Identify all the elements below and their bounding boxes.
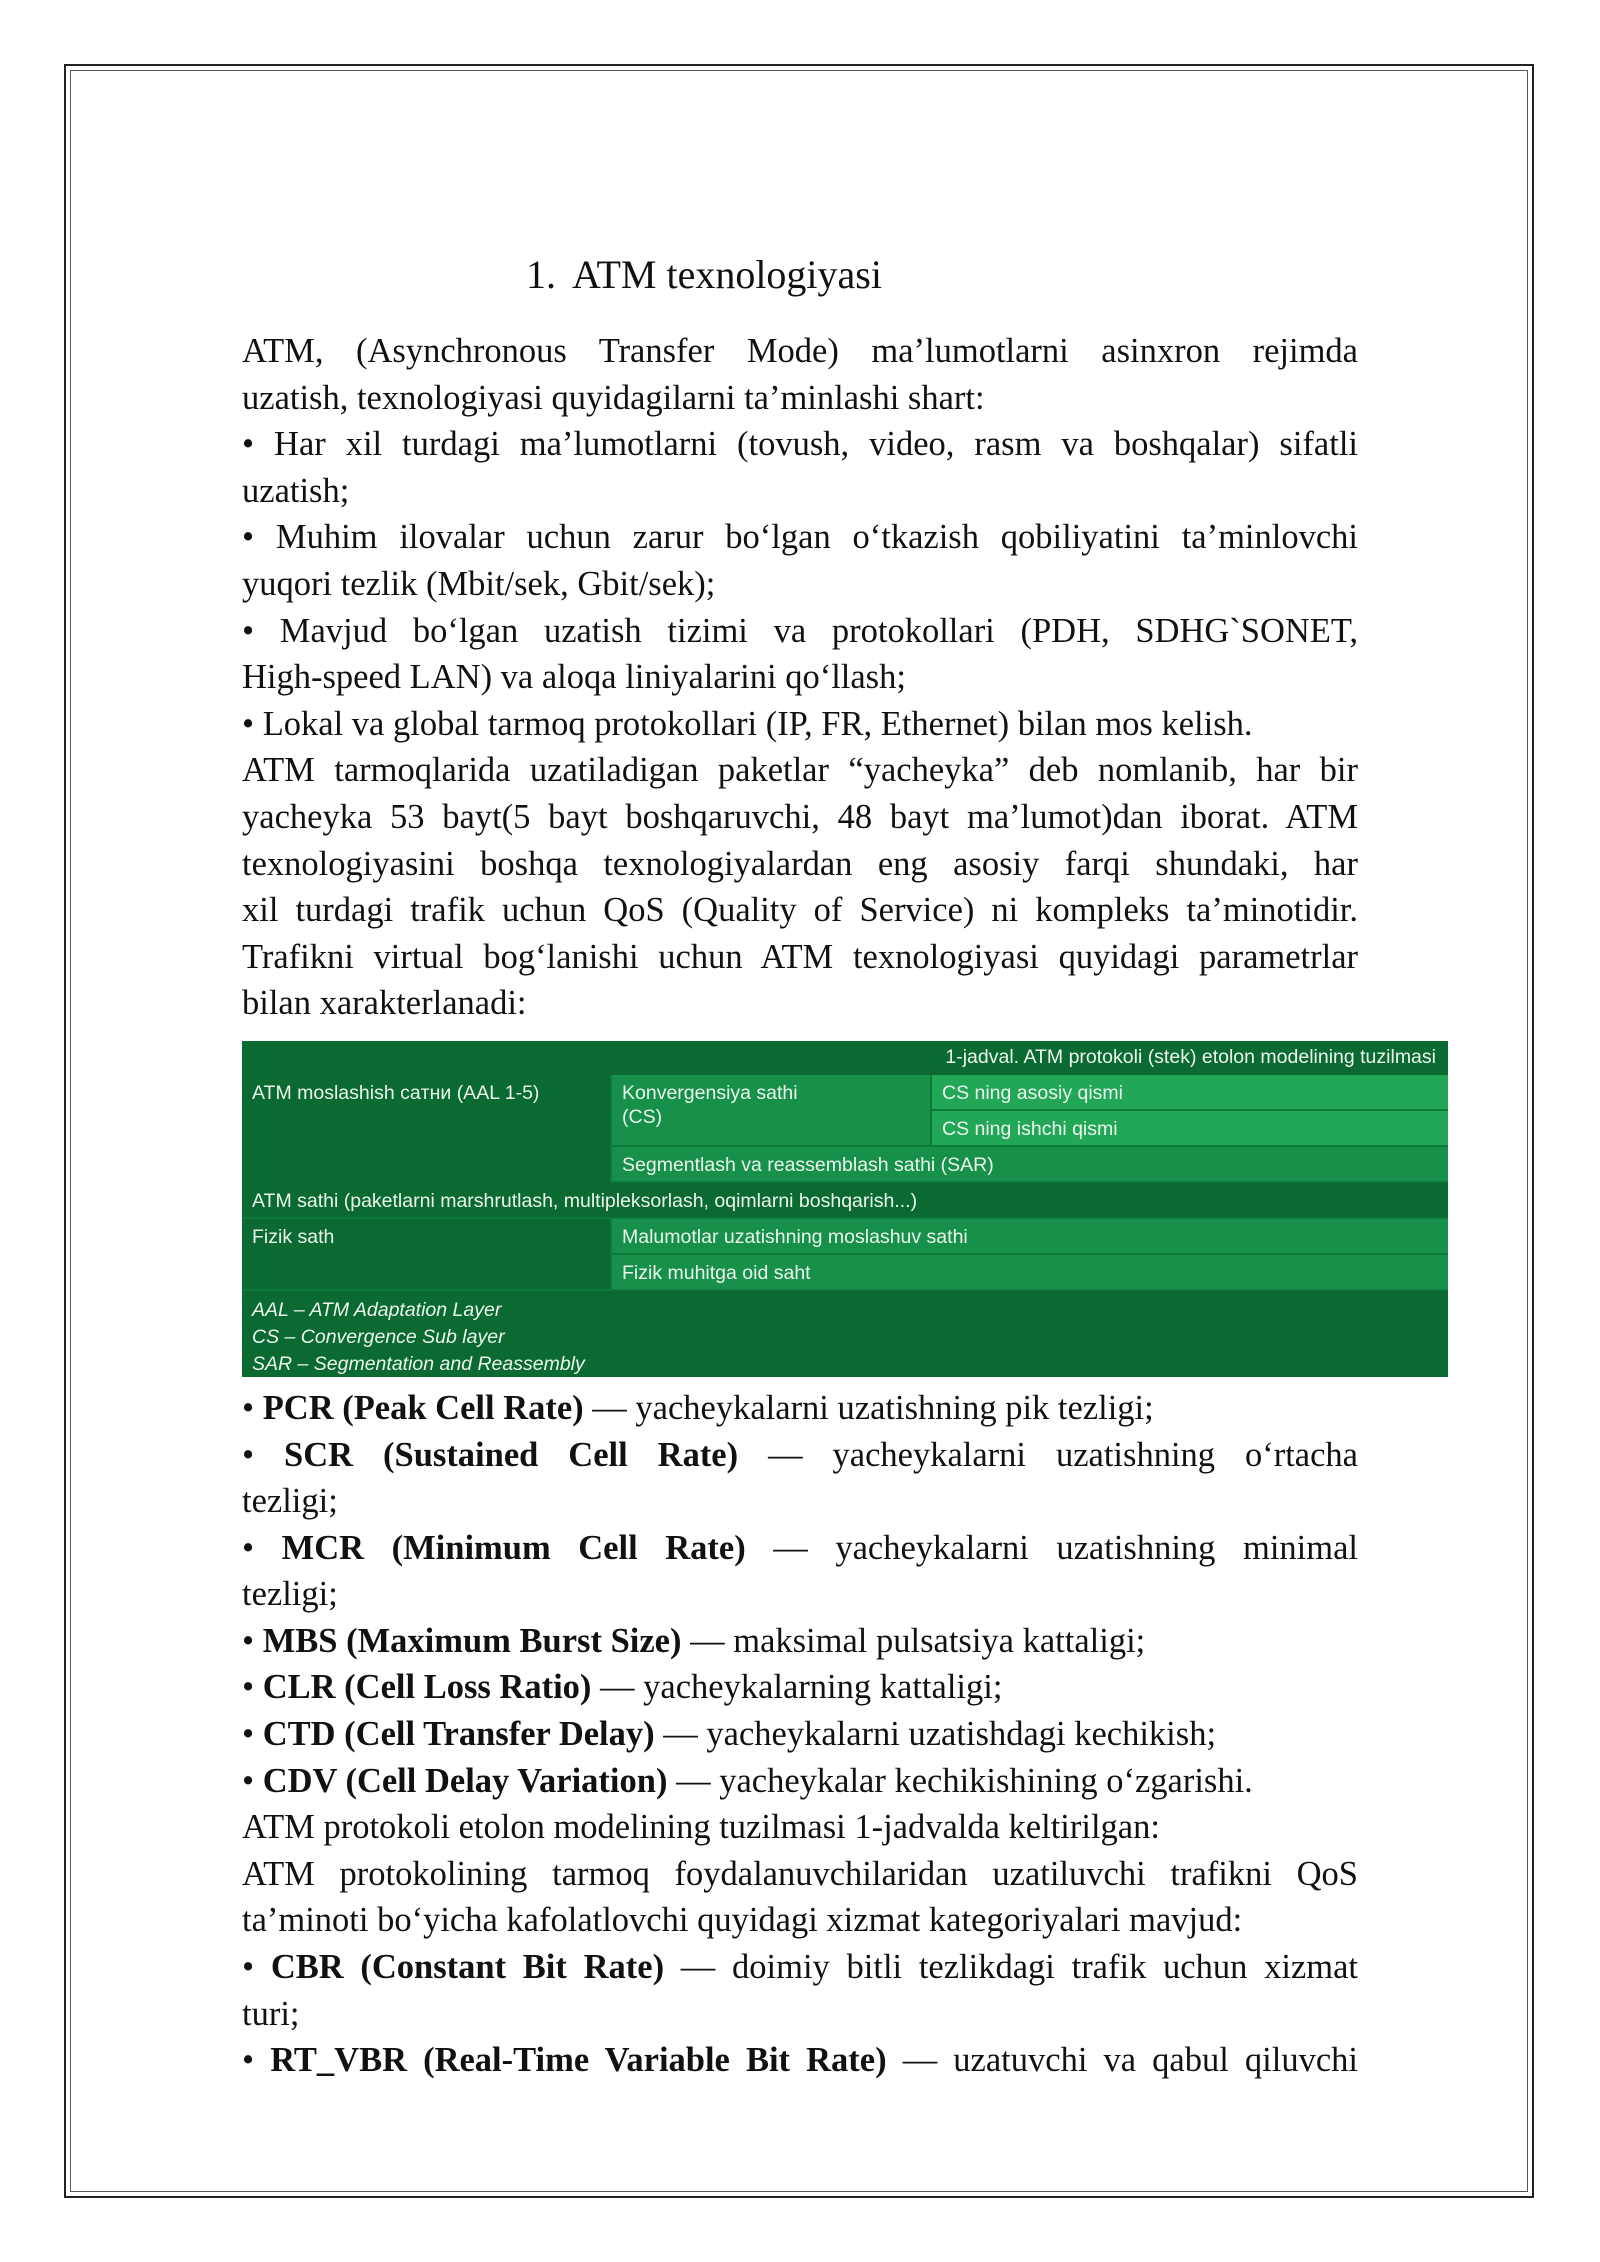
text-line: Trafikni virtual bog‘lanishi uchun ATM texnologiyasi quyidagi parametrlar: [242, 937, 1358, 976]
list-item-continuation: tezligi;: [242, 1575, 338, 1614]
text-line: • Mavjud bo‘lgan uzatish tizimi va protokollari (PDH, SDHG`SONET,: [242, 611, 1358, 650]
table-legend: [242, 1291, 1448, 1377]
cs-layer-cell: [612, 1075, 930, 1145]
text-line: texnologiyasini boshqa texnologiyalardan eng asosiy farqi shundaki, har: [242, 844, 1358, 883]
param-term: CTD (Cell Transfer Delay): [262, 1715, 655, 1754]
text-line: uzatish;: [242, 471, 350, 510]
param-desc: — yacheykalarni uzatishdagi kechikish;: [654, 1715, 1217, 1754]
sar-layer-cell: Segmentlash va reassemblash sathi (SAR): [612, 1147, 1448, 1181]
text-line: ATM tarmoqlarida uzatiladigan paketlar “yacheyka” deb nomlanib, har bir: [242, 751, 1358, 790]
list-item: • RT_VBR (Real-Time Variable Bit Rate) — uzatuvchi va qabul qiluvchi: [242, 2041, 1358, 2080]
text-line: xil turdagi trafik uchun QoS (Quality of Service) ni kompleks ta’minotidir.: [242, 891, 1358, 930]
list-item: • PCR (Peak Cell Rate) — yacheykalarni uzatishning pik tezligi;: [242, 1388, 1154, 1427]
list-item: • MCR (Minimum Cell Rate) — yacheykalarni uzatishning minimal: [242, 1528, 1358, 1567]
section-number: 1.: [526, 252, 556, 297]
table-caption: 1-jadval. ATM protokoli (stek) etolon modelining tuzilmasi: [242, 1041, 1448, 1075]
param-desc: — yacheykalarni uzatishning o‘rtacha: [738, 1435, 1358, 1474]
text-line: • Muhim ilovalar uchun zarur bo‘lgan o‘tkazish qobiliyatini ta’minlovchi: [242, 518, 1358, 557]
cs-label-abbr: (CS): [622, 1105, 663, 1128]
cs-main-part-cell: CS ning asosiy qismi: [932, 1075, 1448, 1109]
text-line: bilan xarakterlanadi:: [242, 984, 527, 1023]
text-line: ATM, (Asynchronous Transfer Mode) ma’lumotlarni asinxron rejimda: [242, 332, 1358, 370]
aal-layer-cell: ATM moslashish caтни (AAL 1-5): [242, 1075, 610, 1217]
intro-paragraph: [242, 328, 1358, 1027]
physical-medium-cell: Fizik muhitga oid saht: [612, 1255, 1448, 1289]
services-paragraph: [242, 1804, 1358, 2084]
param-desc: — yacheykalarni uzatishning minimal: [745, 1528, 1358, 1567]
service-term: RT_VBR (Real-Time Variable Bit Rate): [270, 2041, 887, 2080]
parameters-list: [242, 1385, 1358, 1804]
param-term: MBS (Maximum Burst Size): [262, 1621, 682, 1660]
param-term: PCR (Peak Cell Rate): [262, 1388, 584, 1427]
text-line: ATM protokoli etolon modelining tuzilmasi 1-jadvalda keltirilgan:: [242, 1808, 1160, 1847]
param-term: SCR (Sustained Cell Rate): [284, 1435, 739, 1474]
text-line: High-speed LAN) va aloqa liniyalarini qo‘llash;: [242, 658, 906, 697]
list-item: • CTD (Cell Transfer Delay) — yacheykalarni uzatishdagi kechikish;: [242, 1715, 1217, 1754]
text-line: • Har xil turdagi ma’lumotlarni (tovush, video, rasm va boshqalar) sifatli: [242, 425, 1358, 464]
param-desc: — yacheykalarning kattaligi;: [591, 1668, 1003, 1707]
text-line: ta’minoti bo‘yicha kafolatlovchi quyidagi xizmat kategoriyalari mavjud:: [242, 1901, 1243, 1940]
list-item: • CBR (Constant Bit Rate) — doimiy bitli tezlikdagi trafik uchun xizmat: [242, 1948, 1358, 1987]
list-item: • SCR (Sustained Cell Rate) — yacheykalarni uzatishning o‘rtacha: [242, 1435, 1358, 1474]
atm-layer-cell: ATM sathi (paketlarni marshrutlash, multipleksorlash, oqimlarni boshqarish...): [242, 1183, 1448, 1217]
section-title-text: ATM texnologiyasi: [572, 252, 882, 297]
param-desc: — yacheykalar kechikishining o‘zgarishi.: [667, 1761, 1253, 1800]
cs-label-line: Konvergensiya sathi: [622, 1081, 798, 1104]
physical-layer-cell: Fizik sath: [242, 1219, 610, 1289]
atm-protocol-table-image: [242, 1041, 1448, 1377]
document-body: [242, 248, 1436, 2084]
legend-aal: AAL – ATM Adaptation Layer: [252, 1298, 502, 1321]
text-line: yuqori tezlik (Mbit/sek, Gbit/sek);: [242, 564, 716, 603]
list-item-continuation: turi;: [242, 1994, 300, 2033]
text-line: ATM protokolining tarmoq foydalanuvchilaridan uzatiluvchi trafikni QoS: [242, 1854, 1358, 1893]
text-line: • Lokal va global tarmoq protokollari (IP, FR, Ethernet) bilan mos kelish.: [242, 704, 1253, 743]
param-term: MCR (Minimum Cell Rate): [281, 1528, 746, 1567]
legend-sar: SAR – Segmentation and Reassembly: [252, 1352, 585, 1375]
param-desc: — yacheykalarni uzatishning pik tezligi;: [583, 1388, 1154, 1427]
service-desc: — uzatuvchi va qabul qiluvchi: [886, 2041, 1358, 2080]
param-term: CLR (Cell Loss Ratio): [262, 1668, 592, 1707]
list-item: • CLR (Cell Loss Ratio) — yacheykalarning kattaligi;: [242, 1668, 1003, 1707]
service-term: CBR (Constant Bit Rate): [270, 1948, 665, 1987]
list-item-continuation: tezligi;: [242, 1482, 338, 1521]
service-desc: — doimiy bitli tezlikdagi trafik uchun xizmat: [664, 1948, 1358, 1987]
text-line: uzatish, texnologiyasi quyidagilarni ta’minlashi shart:: [242, 378, 985, 417]
param-term: CDV (Cell Delay Variation): [262, 1761, 668, 1800]
param-desc: — maksimal pulsatsiya kattaligi;: [681, 1621, 1146, 1660]
legend-cs: CS – Convergence Sub layer: [252, 1325, 505, 1348]
list-item: • MBS (Maximum Burst Size) — maksimal pulsatsiya kattaligi;: [242, 1621, 1146, 1660]
text-line: yacheyka 53 bayt(5 bayt boshqaruvchi, 48 bayt ma’lumot)dan iborat. ATM: [242, 797, 1358, 836]
list-item: • CDV (Cell Delay Variation) — yacheykalar kechikishining o‘zgarishi.: [242, 1761, 1253, 1800]
physical-adaptation-cell: Malumotlar uzatishning moslashuv sathi: [612, 1219, 1448, 1253]
cs-work-part-cell: CS ning ishchi qismi: [932, 1111, 1448, 1145]
